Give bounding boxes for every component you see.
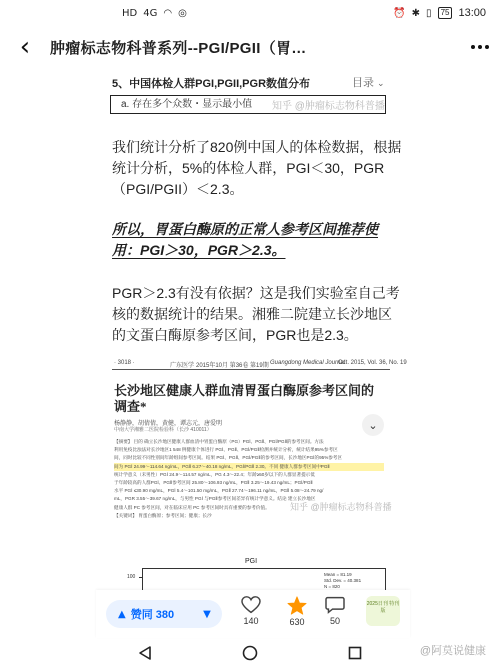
emphasis-paragraph — [112, 219, 402, 261]
article-body[interactable] — [0, 68, 500, 590]
like-count: 140 — [243, 616, 259, 626]
status-bar — [0, 0, 500, 26]
vote-pill — [106, 600, 222, 628]
double-chevron-down-icon: ⌄ — [368, 418, 378, 432]
downvote-icon: ▼ — [203, 608, 211, 620]
paper-authors: 杨静静，胡倩倩，黄健，谭志元，唐爱明 — [114, 421, 223, 427]
hd-icon: HD — [122, 7, 138, 19]
status-right — [393, 7, 486, 19]
star-icon — [287, 596, 307, 615]
promo-badge[interactable] — [366, 596, 400, 626]
comment-icon — [325, 596, 345, 614]
downvote-button[interactable] — [192, 600, 222, 628]
favorite-button[interactable] — [282, 596, 312, 627]
list-item: a. 存在多个众数・显示最小值 — [121, 99, 253, 110]
recents-square-icon[interactable] — [348, 646, 362, 660]
status-left — [122, 8, 187, 19]
nav-bar — [0, 26, 500, 68]
legend-line: Mean = 81.19 — [324, 572, 352, 577]
chart-legend — [324, 572, 361, 590]
abstract-line: 【摘要】 目的 确立长沙地区健康人群血清中胃蛋白酶原（PG）PGⅠ、PGⅡ、PGⅠ/PGⅡ的参考区间。方法 — [114, 439, 324, 444]
chart-figure — [112, 558, 390, 590]
watermark: 知乎 @肿瘤标志物科普播 — [290, 502, 392, 512]
upvote-icon: ▲ — [118, 608, 126, 620]
emphasis-text: 所以，胃蛋白酶原的正常人参考区间推荐使用：PGI＞30，PGR＞2.3。 — [112, 221, 378, 258]
watermark: 知乎 @肿瘤标志物科普播 — [272, 101, 385, 112]
abstract-line: 利用免疫比浊法对长沙地区1 548 例健康个体进行 PGⅠ、PGⅡ、PGⅠ/PGⅡ检测并统计分析，统计结果95%参考区 — [114, 447, 338, 453]
paper-affiliation: 中南大学湘雅二医院检验科（长沙 410011） — [114, 427, 212, 433]
journal-name-en: Guangdong Medical Journal — [270, 360, 346, 366]
promo-text: 2025日刊 特刊版 — [366, 601, 400, 614]
wifi-icon: ◠ — [163, 7, 173, 19]
abstract-line: 间，同时比较不同性别间年龄组间参考区间。结果 PGⅠ、PGⅡ、PGⅠ/PGⅡ的参考区间，长沙地区PGⅠ的95%参考区 — [114, 455, 343, 461]
clock: 13:00 — [458, 7, 486, 19]
toc-button[interactable] — [352, 74, 385, 90]
section-heading: 5、中国体检人群PGI,PGII,PGR数值分布 — [112, 78, 311, 90]
upvote-label: 赞同 380 — [130, 609, 175, 621]
abstract-line: 统计学意义（未男性）PGⅠ 24.9～114.57 ng/mL，PG 4.3～22.4；年龄≥50岁以下的人群显著提示低 — [114, 471, 315, 477]
dot-icon — [478, 45, 482, 49]
back-button[interactable] — [0, 26, 50, 68]
battery-icon: 75 — [438, 7, 453, 19]
chevron-down-icon: ⌄ — [377, 79, 385, 89]
legend-line: N = 820 — [324, 584, 340, 589]
dot-icon — [471, 45, 475, 49]
more-options-button[interactable] — [460, 26, 500, 68]
paper-title: 长沙地区健康人群血清胃蛋白酶原参考区间的调查* — [114, 383, 375, 414]
abstract-line: 【关键词】 胃蛋白酶原；参考区间；健康；长沙 — [114, 512, 212, 518]
legend-line: Std. Dev. = 40.381 — [324, 578, 362, 583]
back-triangle-icon[interactable] — [138, 645, 152, 661]
journal-name: 广东医学 — [170, 363, 195, 369]
comment-button[interactable] — [320, 596, 350, 626]
divider — [112, 369, 390, 370]
journal-issue: 2015年10月 第36卷 第19期 — [196, 363, 269, 369]
collapse-button[interactable] — [362, 414, 384, 436]
abstract-line: 水平 PGⅠ ≤30.90 mg/mL，PGⅠ 5.4～101.50 mg/mL，PGⅡ 27.74～196.11 ng/mL，PGⅡ 5.08～24.79 ng/ — [114, 488, 324, 494]
vibrate-icon: ▯ — [426, 7, 432, 19]
y-tick-mark — [139, 577, 142, 578]
upvote-button[interactable] — [106, 600, 192, 628]
credit-watermark: @阿莫说健康 — [419, 645, 486, 657]
bluetooth-icon: ✱ — [411, 7, 421, 19]
notification-icon: ◎ — [178, 7, 187, 19]
abstract-line: 于年龄较高的人群PGⅠ、PGⅡ参考区间 25.80～106.93 ng/mL，PGⅡ 3.25～19.43 ng/mL；PGⅠ/PGⅡ — [114, 480, 313, 486]
bottom-action-bar — [96, 590, 410, 638]
page-title: 肿瘤标志物科普系列--PGI/PGII（胃… — [50, 39, 307, 57]
home-circle-icon[interactable] — [242, 645, 258, 661]
paragraph: PGR＞2.3有没有依据？这是我们实验室自己考核的数据统计的结果。湘雅二院建立长沙地区的文蛋白酶原参考区间，PGR也是2.3。 — [112, 285, 400, 343]
toc-label: 目录 — [352, 77, 374, 89]
abstract-line: mL，PGR 3.55～39.67 ng/mL，与男性 PGⅠ 与PGⅡ参考区间差异有统计学意义。结论 建立长沙地区 — [114, 496, 316, 502]
comment-count: 50 — [329, 616, 340, 626]
journal-issue-en: Oct. 2015, Vol. 36, No. 19 — [338, 360, 407, 366]
chart-title: PGI — [244, 558, 258, 565]
paper-image[interactable] — [112, 360, 407, 525]
alarm-icon: ⏰ — [393, 7, 406, 19]
abstract-line-highlighted: 间为 PGⅠ 24.99～114.64 ng/mL，PGⅡ 6.27～40.18 ng/mL，PGⅠ/PGⅡ 2.30。不同 健康人群参考区间中PGⅡ — [114, 463, 384, 471]
y-tick-label: 100 — [127, 574, 136, 580]
like-button[interactable] — [236, 596, 266, 626]
back-arrow-icon: ‹ — [19, 32, 31, 62]
paper-code: · 3018 · — [114, 360, 135, 366]
abstract-line: 健康人群 PC 参考区间，对在临床应用 PC 参考区间时具有重要的参考价值。 — [114, 504, 270, 510]
paragraph: 我们统计分析了820例中国人的体检数据，根据统计分析，5%的体检人群，PGI＜30，PGR（PGI/PGII）＜2.3。 — [112, 139, 402, 197]
heart-icon — [241, 596, 261, 614]
signal-icon: 4G — [143, 7, 158, 19]
dot-icon — [485, 45, 489, 49]
favorite-count: 630 — [289, 617, 305, 627]
